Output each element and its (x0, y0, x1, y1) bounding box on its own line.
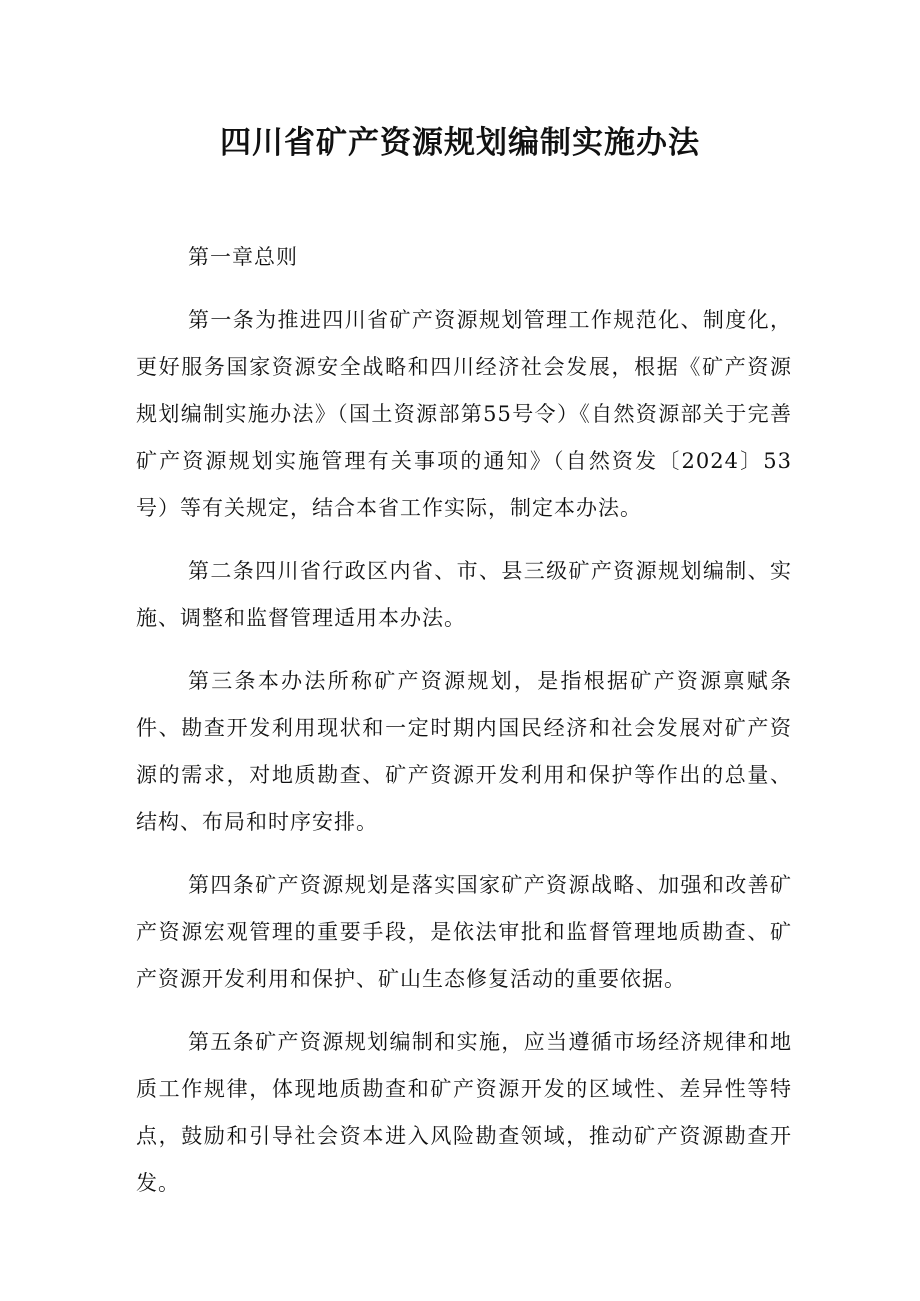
article-1-paragraph: 第一条为推进四川省矿产资源规划管理工作规范化、制度化，更好服务国家资源安全战略和四川经济社会发展，根据《矿产资源规划编制实施办法》（国土资源部第55号令）《自然资源部关于完善矿产资源规划实施管理有关事项的通知》（自然资发〔2024〕53号）等有关规定，结合本省工作实际，制定本办法。 (136, 308, 792, 520)
article-3-paragraph: 第三条本办法所称矿产资源规划，是指根据矿产资源禀赋条件、勘查开发利用现状和一定时期内国民经济和社会发展对矿产资源的需求，对地质勘查、矿产资源开发利用和保护等作出的总量、结构、布局和时序安排。 (136, 669, 792, 834)
chapter-heading: 第一章总则 (188, 245, 298, 269)
article-4-paragraph: 第四条矿产资源规划是落实国家矿产资源战略、加强和改善矿产资源宏观管理的重要手段，是依法审批和监督管理地质勘查、矿产资源开发利用和保护、矿山生态修复活动的重要依据。 (136, 873, 792, 991)
article-2-paragraph: 第二条四川省行政区内省、市、县三级矿产资源规划编制、实施、调整和监督管理适用本办法。 (136, 559, 792, 630)
document-body (136, 234, 792, 1223)
document-title: 四川省矿产资源规划编制实施办法 (220, 125, 700, 161)
article-5-paragraph: 第五条矿产资源规划编制和实施，应当遵循市场经济规律和地质工作规律，体现地质勘查和矿产资源开发的区域性、差异性等特点，鼓励和引导社会资本进入风险勘查领域，推动矿产资源勘查开发。 (136, 1030, 792, 1195)
